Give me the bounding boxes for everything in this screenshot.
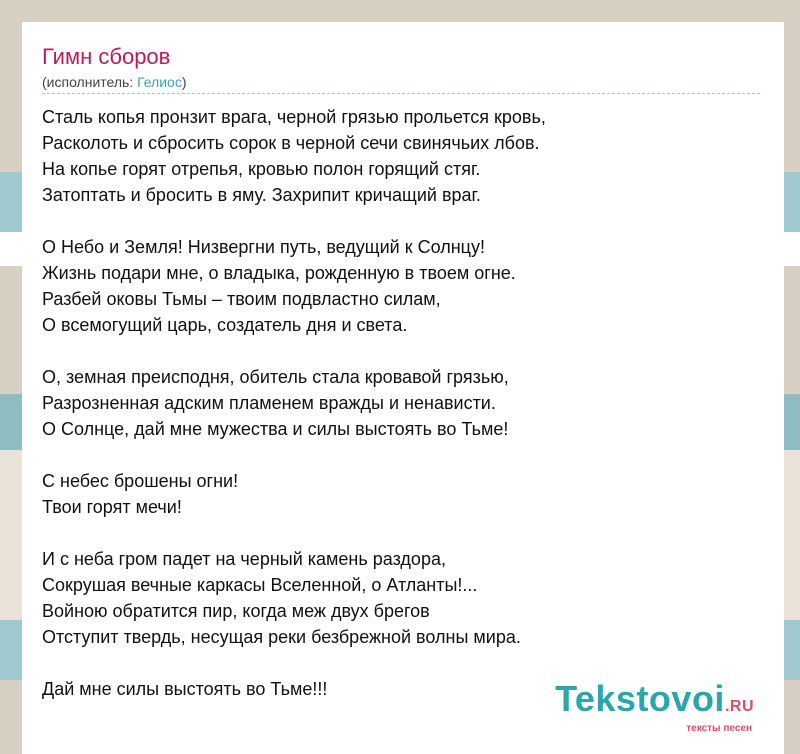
lyrics-stanza	[42, 234, 762, 338]
lyrics-line: Расколоть и сбросить сорок в черной сечи свинячьих лбов.	[42, 133, 540, 153]
lyrics-stanza	[42, 468, 762, 520]
lyrics-line: С небес брошены огни!	[42, 471, 239, 491]
lyrics-text	[42, 104, 762, 728]
site-logo[interactable]	[555, 678, 754, 734]
lyrics-line: На копье горят отрепья, кровью полон горящий стяг.	[42, 159, 481, 179]
logo-main-text: Tekstovoi	[555, 678, 725, 719]
lyrics-line: О всемогущий царь, создатель дня и света.	[42, 315, 408, 335]
performer-link[interactable]: Гелиос	[137, 74, 182, 90]
performer-prefix: (исполнитель:	[42, 74, 138, 90]
performer-suffix: )	[181, 74, 187, 90]
lyrics-line: О, земная преисподня, обитель стала кровавой грязью,	[42, 367, 509, 387]
lyrics-line: Разбей оковы Тьмы – твоим подвластно силам,	[42, 289, 441, 309]
lyrics-line: Жизнь подари мне, о владыка, рожденную в твоем огне.	[42, 263, 516, 283]
lyrics-line: О Солнце, дай мне мужества и силы выстоять во Тьме!	[42, 419, 509, 439]
lyrics-line: Войною обратится пир, когда меж двух брегов	[42, 601, 430, 621]
lyrics-stanza	[42, 546, 762, 650]
lyrics-line: И с неба гром падет на черный камень раздора,	[42, 549, 446, 569]
song-title: Гимн сборов	[42, 44, 171, 69]
lyrics-line: Отступит твердь, несущая реки безбрежной волны мира.	[42, 627, 521, 647]
lyrics-card	[22, 22, 784, 754]
lyrics-stanza	[42, 104, 762, 208]
lyrics-stanza	[42, 364, 762, 442]
lyrics-line: Сталь копья пронзит врага, черной грязью прольется кровь,	[42, 107, 546, 127]
logo-tld: .RU	[724, 698, 754, 715]
lyrics-line: Твои горят мечи!	[42, 497, 182, 517]
lyrics-line: Затоптать и бросить в яму. Захрипит кричащий враг.	[42, 185, 481, 205]
lyrics-line: О Небо и Земля! Низвергни путь, ведущий к Солнцу!	[42, 237, 485, 257]
performer-line	[42, 74, 187, 90]
title-divider	[42, 93, 760, 94]
logo-wordmark	[555, 678, 754, 725]
lyrics-line: Дай мне силы выстоять во Тьме!!!	[42, 679, 328, 699]
lyrics-line: Разрозненная адским пламенем вражды и ненависти.	[42, 393, 496, 413]
logo-subtitle: тексты песен	[686, 723, 752, 734]
lyrics-line: Сокрушая вечные каркасы Вселенной, о Атланты!...	[42, 575, 478, 595]
